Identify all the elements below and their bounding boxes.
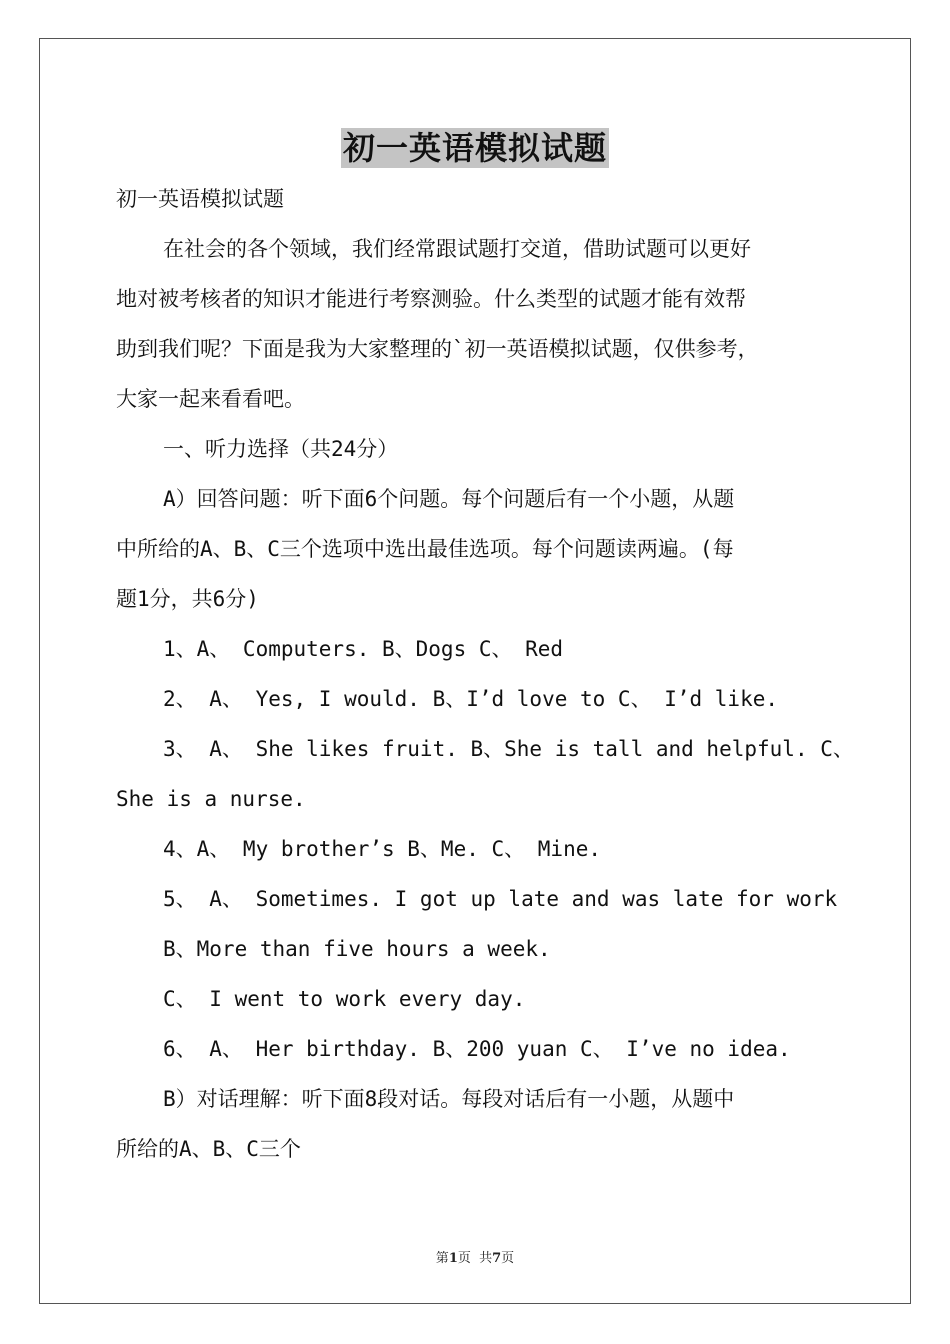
instruction-line: A）回答问题：听下面6个问题。每个问题后有一个小题，从题 — [163, 487, 735, 511]
paragraph-line: 在社会的各个领域，我们经常跟试题打交道，借助试题可以更好 — [163, 237, 751, 261]
question-line: 2、 A、 Yes, I would. B、I’d love to C、 I’d like. — [163, 687, 779, 711]
document-title: 初一英语模拟试题 — [342, 129, 607, 167]
question-line: 1、A、 Computers. B、Dogs C、 Red — [163, 637, 564, 661]
question-line: She is a nurse. — [116, 787, 306, 811]
question-line: C、 I went to work every day. — [163, 987, 526, 1011]
paragraph-line: 大家一起来看看吧。 — [116, 387, 305, 411]
footer-suffix: 页 — [501, 1251, 515, 1266]
page-footer — [0, 1247, 950, 1266]
instruction-line: 所给的A、B、C三个 — [116, 1137, 301, 1161]
title-container — [0, 128, 950, 168]
question-line: 5、 A、 Sometimes. I got up late and was late for work — [163, 887, 838, 911]
footer-page-current: 1 — [448, 1251, 458, 1266]
paragraph-line: 助到我们呢？下面是我为大家整理的`初一英语模拟试题，仅供参考， — [116, 337, 759, 361]
question-line: B、More than five hours a week. — [163, 937, 551, 961]
footer-mid: 页 共 — [457, 1251, 493, 1266]
question-line: 4、A、 My brother’s B、Me. C、 Mine. — [163, 837, 602, 861]
question-line: 6、 A、 Her birthday. B、200 yuan C、 I’ve no idea. — [163, 1037, 791, 1061]
question-line: 3、 A、 She likes fruit. B、She is tall and helpful. C、 — [163, 737, 854, 761]
section-heading: 一、听力选择（共24分） — [163, 437, 399, 461]
instruction-line: 题1分，共6分) — [116, 587, 259, 611]
subtitle-line: 初一英语模拟试题 — [116, 187, 284, 211]
footer-page-total: 7 — [492, 1251, 502, 1266]
instruction-line: 中所给的A、B、C三个选项中选出最佳选项。每个问题读两遍。(每 — [116, 537, 734, 561]
instruction-line: B）对话理解：听下面8段对话。每段对话后有一小题，从题中 — [163, 1087, 735, 1111]
paragraph-line: 地对被考核者的知识才能进行考察测验。什么类型的试题才能有效帮 — [116, 287, 746, 311]
footer-prefix: 第 — [435, 1251, 449, 1266]
page-border — [39, 38, 911, 1304]
